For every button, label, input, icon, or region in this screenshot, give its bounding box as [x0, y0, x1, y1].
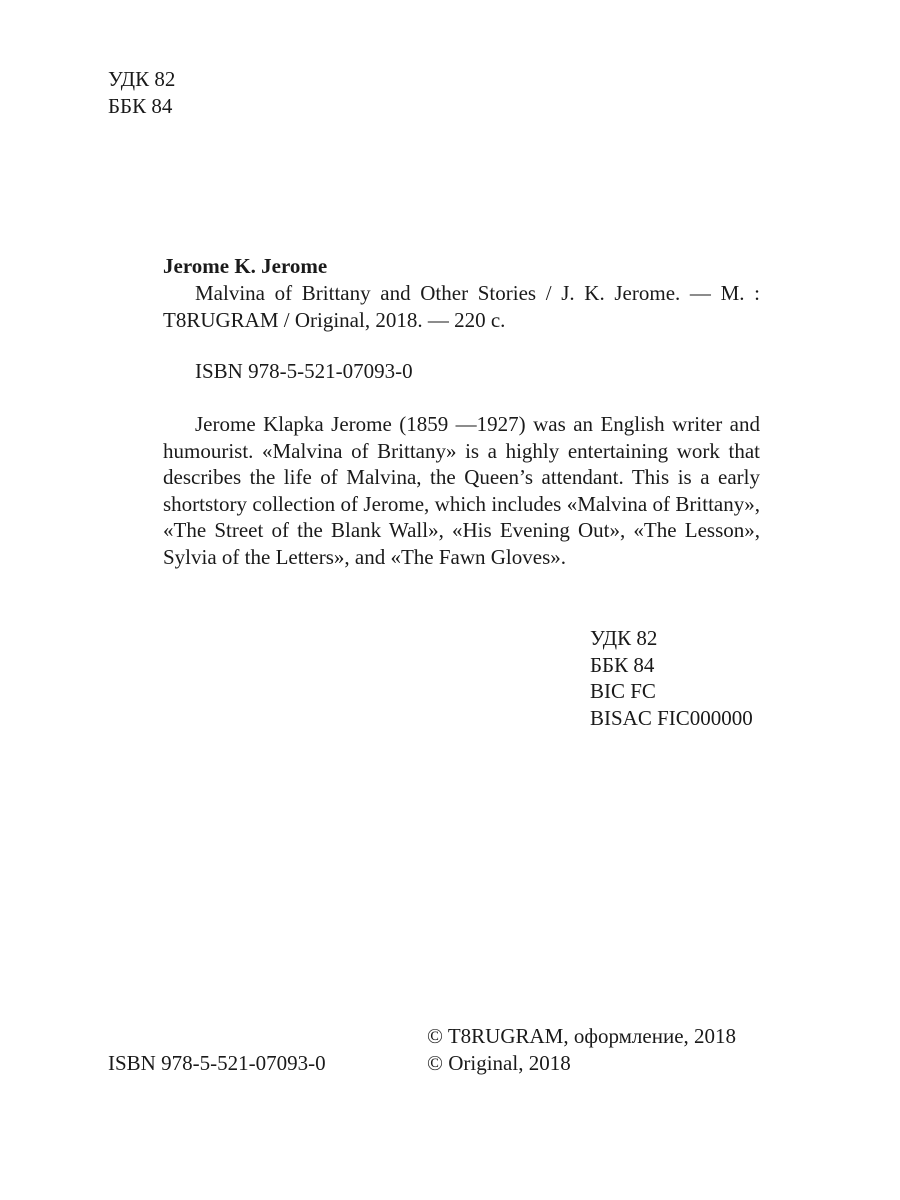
udk-code-bottom: УДК 82 [590, 626, 658, 650]
bisac-code: BISAC FIC000000 [590, 705, 753, 730]
bbk-code-bottom: ББК 84 [590, 652, 655, 677]
author-name: Jerome K. Jerome [163, 254, 328, 278]
bbk-code: ББК 84 [108, 93, 173, 118]
copyright-original: © Original, 2018 [427, 1050, 571, 1075]
top-classification [108, 66, 175, 119]
footer-isbn: ISBN 978-5-521-07093-0 [108, 1051, 326, 1075]
udk-code: УДК 82 [108, 67, 176, 91]
copyright-design: © T8RUGRAM, оформление, 2018 [427, 1024, 737, 1048]
classification-codes [590, 625, 753, 731]
isbn-record: ISBN 978-5-521-07093-0 [195, 359, 413, 383]
annotation-paragraph: Jerome Klapka Jerome (1859 —1927) was an English writer and humourist. «Malvina of Brittany» is a highly entertaining work that describes the life of Malvina, the Queen’s attendant. This is a early shortstory collection of Jerome, which includes «Malvina of Brittany», «The Street of the Blank Wall», «His Evening Out», «The Lesson», Sylvia of the Letters», and «The Fawn Gloves». [163, 412, 760, 569]
bibliographic-description: Malvina of Brittany and Other Stories / J. K. Jerome. — M. : T8RUGRAM / Original, 2018. — 220 с. [163, 281, 760, 332]
bic-code: BIC FC [590, 679, 656, 703]
copyright-block [427, 1023, 736, 1076]
